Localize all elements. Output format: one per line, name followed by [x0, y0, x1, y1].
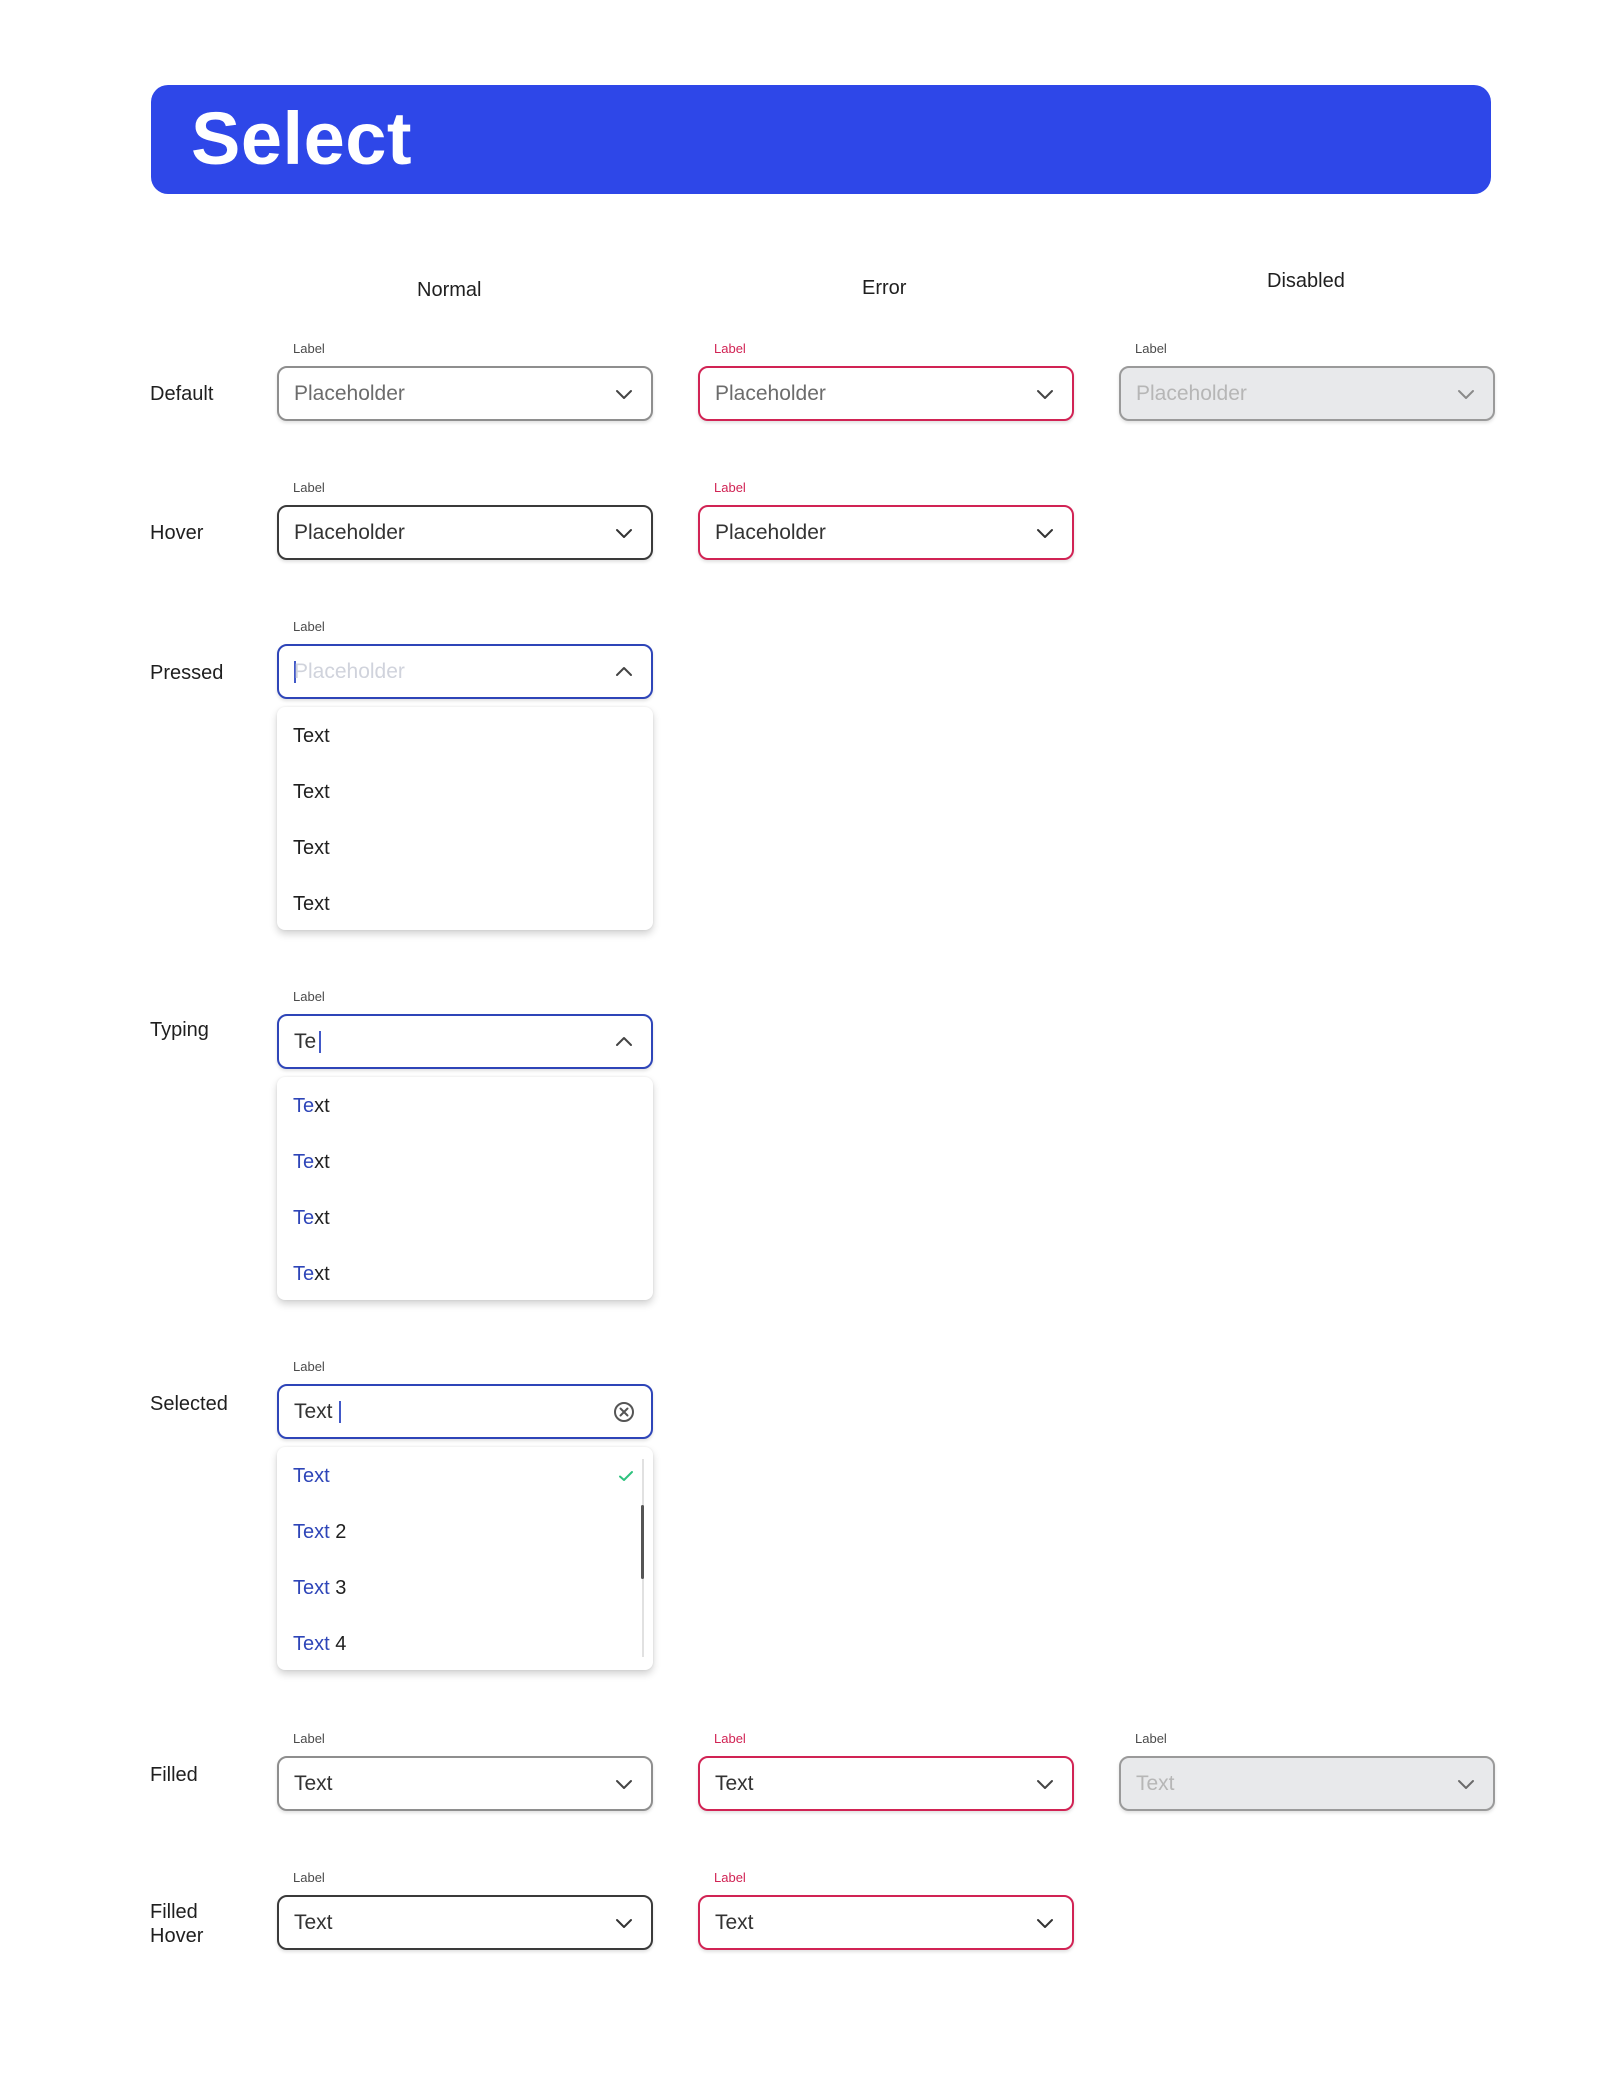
header-banner — [151, 85, 1491, 194]
option-rest: 3 — [329, 1577, 347, 1599]
match-highlight: Te — [293, 1263, 315, 1285]
match-highlight: Te — [293, 1151, 315, 1173]
row-label-filled: Filled — [150, 1764, 198, 1786]
field-label: Label — [714, 1870, 746, 1885]
select-placeholder: Placeholder — [294, 660, 405, 683]
select-box[interactable] — [277, 1014, 653, 1069]
field-label: Label — [714, 1731, 746, 1746]
select-typed-value: Te — [294, 1030, 317, 1053]
field-label: Label — [293, 989, 325, 1004]
field-label: Label — [293, 1870, 325, 1885]
select-value: Text — [1136, 1772, 1175, 1795]
select-box[interactable] — [277, 1895, 653, 1950]
field-label: Label — [1135, 341, 1167, 356]
page-title: Select — [191, 97, 413, 180]
select-placeholder: Placeholder — [715, 382, 826, 405]
chevron-up-icon — [613, 1031, 635, 1053]
field-label: Label — [1135, 1731, 1167, 1746]
chevron-down-icon — [1455, 1773, 1477, 1795]
field-label: Label — [293, 341, 325, 356]
text-cursor — [339, 1401, 341, 1423]
select-box[interactable] — [277, 366, 653, 421]
chevron-down-icon — [1455, 383, 1477, 405]
select-box[interactable] — [698, 366, 1074, 421]
option-rest: xt — [314, 1151, 330, 1173]
select-box[interactable] — [277, 644, 653, 699]
match-highlight: Text — [293, 1577, 330, 1599]
select-value: Text — [294, 1911, 333, 1934]
select-value: Text — [715, 1772, 754, 1795]
dropdown-menu-pressed — [277, 707, 653, 930]
field-label: Label — [714, 480, 746, 495]
row-label-filled-hover — [150, 1900, 203, 1948]
dropdown-option[interactable] — [293, 1576, 346, 1600]
chevron-up-icon — [613, 661, 635, 683]
row-label-filled-hover-line2: Hover — [150, 1925, 204, 1947]
dropdown-option[interactable] — [293, 1094, 330, 1118]
select-placeholder: Placeholder — [294, 521, 405, 544]
option-rest: xt — [314, 1095, 330, 1117]
scrollbar-thumb[interactable] — [641, 1505, 644, 1579]
dropdown-option[interactable]: Text — [293, 781, 330, 803]
row-label-pressed: Pressed — [150, 662, 224, 684]
dropdown-option[interactable] — [293, 1262, 330, 1286]
select-box — [1119, 1756, 1495, 1811]
dropdown-option[interactable] — [293, 1520, 346, 1544]
select-box[interactable] — [277, 505, 653, 560]
select-box[interactable] — [698, 1756, 1074, 1811]
select-value: Text — [294, 1772, 333, 1795]
select-placeholder: Placeholder — [294, 382, 405, 405]
select-box — [1119, 366, 1495, 421]
dropdown-option[interactable] — [293, 1150, 330, 1174]
option-rest: 2 — [329, 1521, 347, 1543]
dropdown-option-selected[interactable] — [293, 1464, 330, 1488]
text-cursor — [319, 1031, 321, 1053]
match-highlight: Text — [293, 1521, 330, 1543]
match-highlight: Te — [293, 1095, 315, 1117]
field-label: Label — [714, 341, 746, 356]
clear-circle-icon[interactable] — [613, 1401, 635, 1423]
match-highlight: Text — [293, 1465, 330, 1487]
select-box[interactable] — [277, 1756, 653, 1811]
chevron-down-icon — [1034, 1773, 1056, 1795]
chevron-down-icon — [1034, 522, 1056, 544]
column-heading-error: Error — [862, 277, 907, 299]
select-box[interactable] — [698, 505, 1074, 560]
dropdown-option[interactable] — [293, 1632, 346, 1656]
row-label-filled-hover-line1: Filled — [150, 1901, 198, 1923]
dropdown-option[interactable]: Text — [293, 893, 330, 915]
dropdown-option[interactable]: Text — [293, 725, 330, 747]
select-placeholder: Placeholder — [715, 521, 826, 544]
dropdown-menu-typing — [277, 1077, 653, 1300]
column-heading-normal: Normal — [417, 279, 482, 301]
field-label: Label — [293, 619, 325, 634]
select-box[interactable] — [698, 1895, 1074, 1950]
match-highlight: Te — [293, 1207, 315, 1229]
check-icon — [617, 1467, 635, 1485]
chevron-down-icon — [1034, 383, 1056, 405]
field-label: Label — [293, 1731, 325, 1746]
row-label-hover: Hover — [150, 522, 204, 544]
dropdown-menu-selected — [277, 1447, 653, 1670]
row-label-selected: Selected — [150, 1393, 228, 1415]
dropdown-option[interactable] — [293, 1206, 330, 1230]
option-rest: xt — [314, 1263, 330, 1285]
field-label: Label — [293, 1359, 325, 1374]
dropdown-option[interactable]: Text — [293, 837, 330, 859]
chevron-down-icon — [613, 1773, 635, 1795]
select-placeholder: Placeholder — [1136, 382, 1247, 405]
row-label-typing: Typing — [150, 1019, 209, 1041]
option-rest: 4 — [329, 1633, 347, 1655]
field-label: Label — [293, 480, 325, 495]
select-selected-value: Text — [294, 1400, 333, 1423]
chevron-down-icon — [1034, 1912, 1056, 1934]
select-box[interactable] — [277, 1384, 653, 1439]
match-highlight: Text — [293, 1633, 330, 1655]
column-heading-disabled: Disabled — [1267, 270, 1345, 292]
chevron-down-icon — [613, 1912, 635, 1934]
option-rest: xt — [314, 1207, 330, 1229]
select-value: Text — [715, 1911, 754, 1934]
chevron-down-icon — [613, 383, 635, 405]
row-label-default: Default — [150, 383, 214, 405]
chevron-down-icon — [613, 522, 635, 544]
